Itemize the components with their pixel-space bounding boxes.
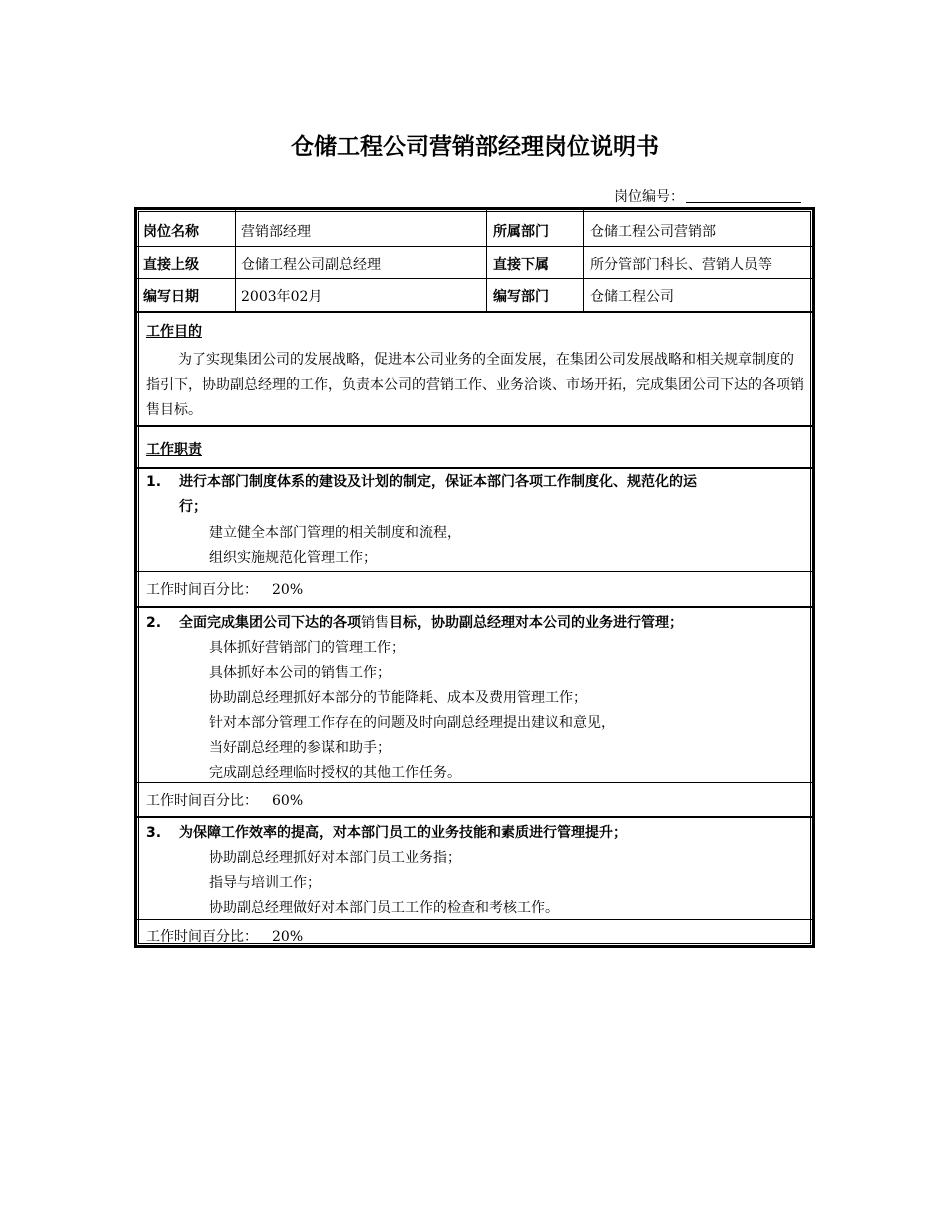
job-description-table <box>134 207 815 948</box>
post-code-label: 岗位编号： <box>614 189 684 205</box>
date-label: 编写日期 <box>143 289 199 305</box>
row-divider <box>137 278 812 279</box>
section-divider <box>137 606 812 608</box>
author-dept-label: 编写部门 <box>493 289 549 305</box>
row-divider <box>137 782 812 783</box>
row-divider <box>137 571 812 572</box>
subordinate-value: 所分管部门科长、营销人员等 <box>590 257 772 273</box>
list-item: 具体抓好本公司的销售工作； <box>209 665 391 681</box>
list-item: 组织实施规范化管理工作； <box>209 550 377 566</box>
list-item: 协助副总经理抓好本部分的节能降耗、成本及费用管理工作； <box>209 690 587 706</box>
col-divider <box>486 210 487 311</box>
author-dept-value: 仓储工程公司 <box>590 289 674 305</box>
subordinate-label: 直接下属 <box>493 257 549 273</box>
position-name-label: 岗位名称 <box>143 224 199 240</box>
superior-label: 直接上级 <box>143 257 199 273</box>
row-divider <box>137 919 812 920</box>
superior-value: 仓储工程公司副总经理 <box>241 257 381 273</box>
list-item: 指导与培训工作； <box>209 875 321 891</box>
list-item: 针对本部分管理工作存在的问题及时向副总经理提出建议和意见， <box>209 715 615 731</box>
time-percent-3: 工作时间百分比： 20% <box>146 929 304 945</box>
list-item: 建立健全本部门管理的相关制度和流程， <box>209 525 461 541</box>
list-item: 协助副总经理做好对本部门员工工作的检查和考核工作。 <box>209 900 559 916</box>
section-divider <box>137 425 812 427</box>
col-divider <box>235 210 236 311</box>
post-code-field <box>614 186 801 206</box>
col-divider <box>583 210 584 311</box>
time-percent-1: 工作时间百分比： 20% <box>146 582 304 598</box>
post-code-blank <box>686 188 801 203</box>
department-label: 所属部门 <box>493 224 549 240</box>
list-item: 当好副总经理的参谋和助手； <box>209 740 391 756</box>
duty-1-title: 1. 进行本部门制度体系的建设及计划的制定，保证本部门各项工作制度化、规范化的运 行； <box>146 474 697 515</box>
list-item: 具体抓好营销部门的管理工作； <box>209 640 405 656</box>
purpose-heading: 工作目的 <box>146 324 202 340</box>
section-divider <box>137 816 812 818</box>
section-divider <box>137 467 812 469</box>
page-title: 仓储工程公司营销部经理岗位说明书 <box>291 134 659 160</box>
department-value: 仓储工程公司营销部 <box>590 224 716 240</box>
duty-3-title: 3. 为保障工作效率的提高，对本部门员工的业务技能和素质进行管理提升； <box>146 825 627 841</box>
time-percent-2: 工作时间百分比： 60% <box>146 793 304 809</box>
list-item: 协助副总经理抓好对本部门员工业务指； <box>209 850 461 866</box>
purpose-text: 为了实现集团公司的发展战略，促进本公司业务的全面发展，在集团公司发展战略和相关规章制度的指引下，协助副总经理的工作，负责本公司的营销工作、业务洽谈、市场开拓，完成集团公司下达的各项销售目标。 <box>146 352 804 418</box>
row-divider <box>137 311 812 313</box>
duty-2-title: 2. 全面完成集团公司下达的各项销售目标，协助副总经理对本公司的业务进行管理； <box>146 615 683 631</box>
date-value: 2003年02月 <box>241 289 323 305</box>
list-item: 完成副总经理临时授权的其他工作任务。 <box>209 765 461 781</box>
duties-heading: 工作职责 <box>146 442 202 458</box>
position-name-value: 营销部经理 <box>241 224 311 240</box>
row-divider <box>137 246 812 247</box>
